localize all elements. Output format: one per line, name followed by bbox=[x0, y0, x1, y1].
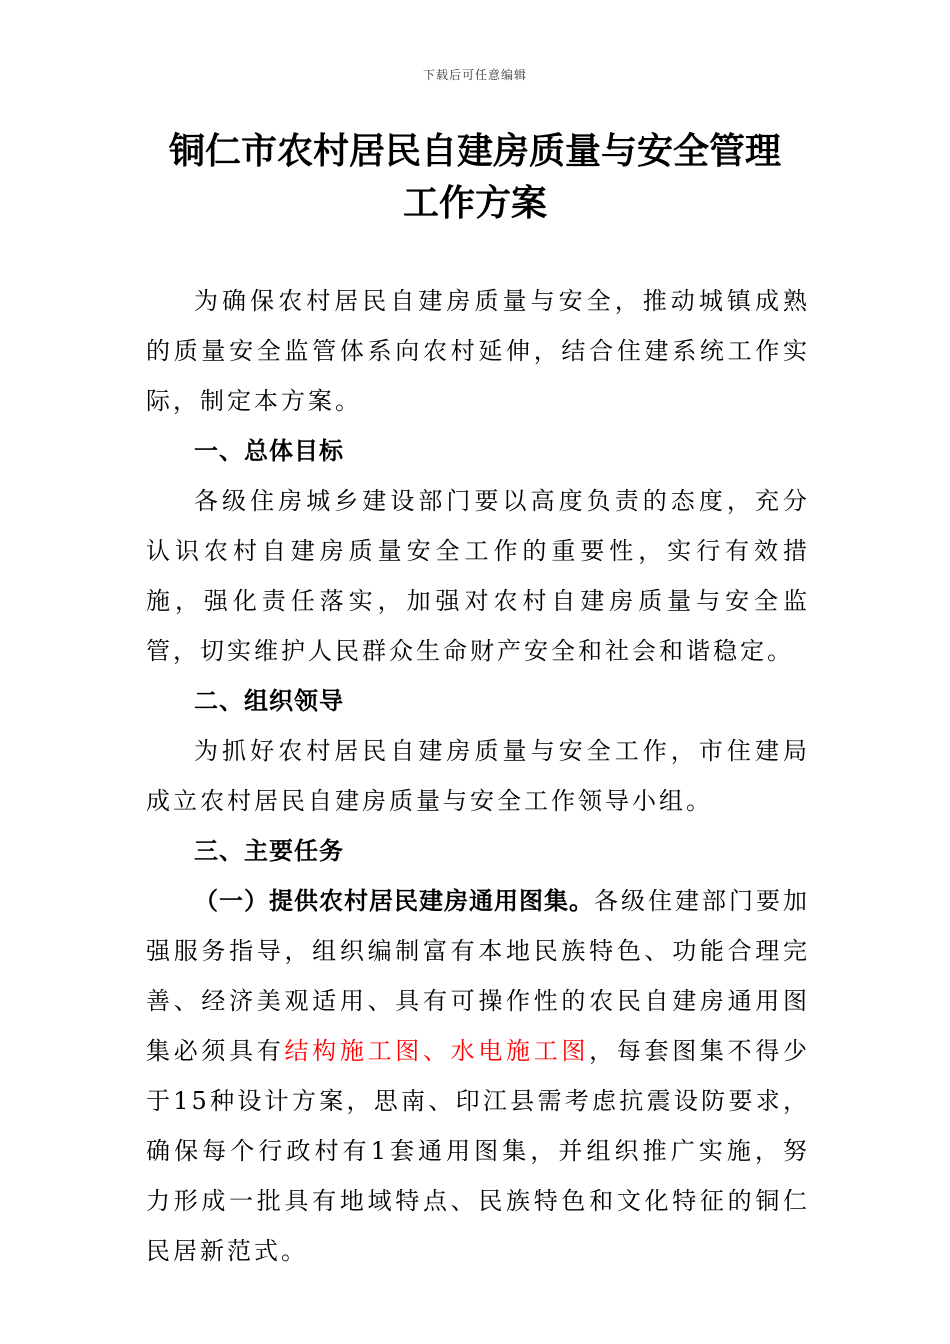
page-title bbox=[0, 126, 950, 230]
section-body-goals: 各级住房城乡建设部门要以高度负责的态度，充分认识农村自建房质量安全工作的重要性，实行有效措施，强化责任落实，加强对农村自建房质量与安全监管，切实维护人民群众生命财产安全和社会和谐稳定。 bbox=[146, 487, 810, 665]
intro-paragraph: 为确保农村居民自建房质量与安全，推动城镇成熟的质量安全监管体系向农村延伸，结合住建系统工作实际，制定本方案。 bbox=[146, 287, 810, 415]
task-item-1 bbox=[146, 876, 810, 1276]
section-heading-organization: 二、组织领导 bbox=[194, 687, 344, 715]
section-body-organization: 为抓好农村居民自建房质量与安全工作，市住建局成立农村居民自建房质量与安全工作领导小组。 bbox=[146, 737, 810, 815]
task-item-1-text-b: ，每套图集不得少于15种设计方案，思南、印江县需考虑抗震设防要求，确保每个行政村有1套通用图集，并组织推广实施，努力形成一批具有地域特点、民族特色和文化特征的铜仁民居新范式。 bbox=[146, 1037, 811, 1265]
title-line-1: 铜仁市农村居民自建房质量与安全管理 bbox=[168, 131, 781, 172]
task-item-1-label: （一）提供农村居民建房通用图集。 bbox=[194, 887, 594, 915]
task-item-1-highlight: 结构施工图、水电施工图 bbox=[284, 1037, 590, 1065]
section-heading-tasks: 三、主要任务 bbox=[194, 837, 344, 865]
section-heading-goals: 一、总体目标 bbox=[194, 437, 344, 465]
header-note: 下载后可任意编辑 bbox=[422, 68, 527, 82]
task-item-1-text-a: 各级住建部门要加强服务指导，组织编制富有本地民族特色、功能合理完善、经济美观适用、具有可操作性的农民自建房通用图集必须具有 bbox=[146, 887, 810, 1065]
title-line-2: 工作方案 bbox=[402, 183, 547, 224]
document-body bbox=[146, 276, 810, 1276]
